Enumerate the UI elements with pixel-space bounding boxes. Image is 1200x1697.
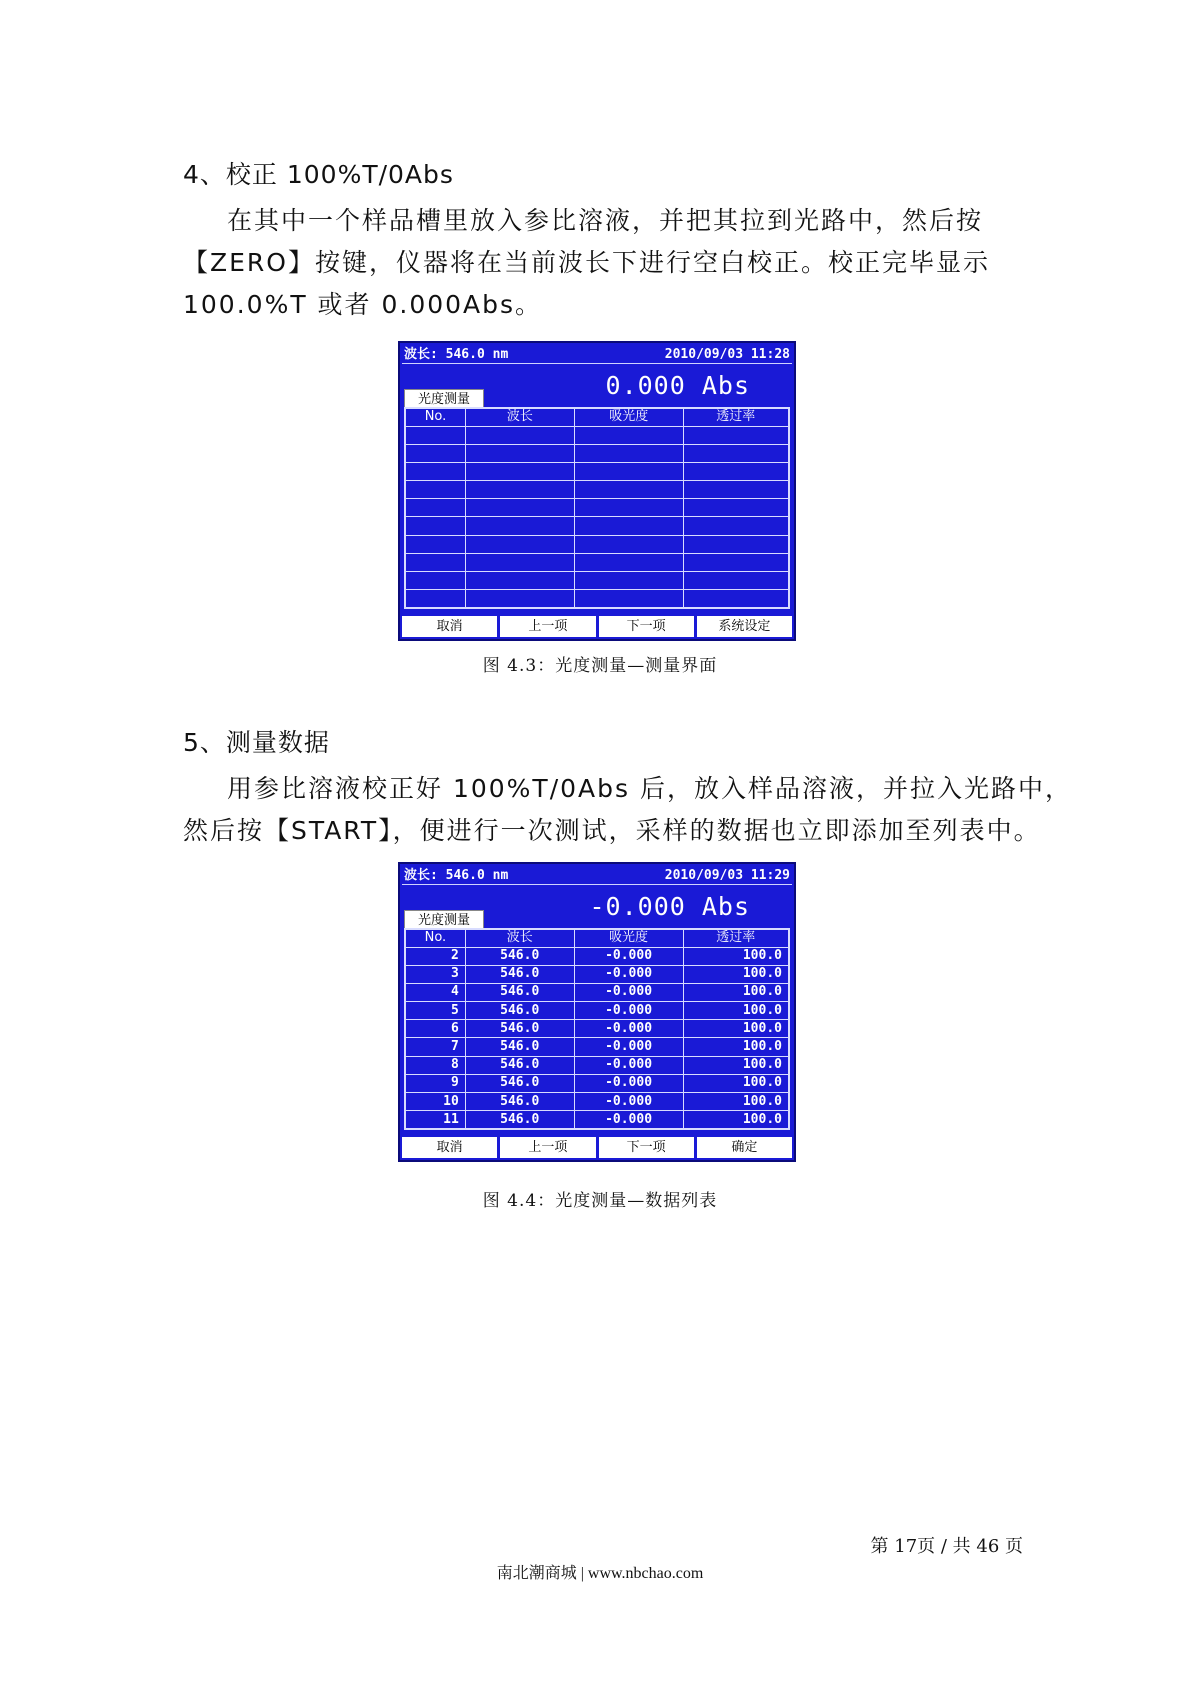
- wavelength-readout: 波长: 546.0 nm: [404, 347, 509, 362]
- table-cell: [683, 499, 789, 517]
- table-cell: 100.0: [683, 1038, 789, 1056]
- table-cell: 11: [405, 1111, 465, 1129]
- table-cell: [574, 499, 683, 517]
- table-cell: [405, 572, 466, 590]
- table-cell: [466, 572, 575, 590]
- softkey-button[interactable]: 下一项: [599, 616, 694, 637]
- table-cell: 546.0: [465, 1074, 574, 1092]
- table-cell: [405, 499, 466, 517]
- table-cell: [405, 553, 466, 571]
- table-row[interactable]: [405, 1111, 789, 1129]
- column-header: 吸光度: [574, 929, 683, 947]
- table-cell: [574, 481, 683, 499]
- softkey-button[interactable]: 上一项: [500, 616, 595, 637]
- table-cell: 100.0: [683, 947, 789, 965]
- table-row[interactable]: [405, 535, 789, 553]
- datetime-readout: 2010/09/03 11:28: [664, 347, 790, 362]
- table-cell: [466, 499, 575, 517]
- column-header: 透过率: [683, 408, 789, 426]
- table-cell: [683, 553, 789, 571]
- table-cell: [466, 462, 575, 480]
- absorbance-reading: 0.000 Abs: [605, 371, 750, 400]
- table-cell: 5: [405, 1002, 465, 1020]
- table-cell: 546.0: [465, 1038, 574, 1056]
- table-cell: [574, 426, 683, 444]
- table-cell: -0.000: [574, 947, 683, 965]
- table-cell: 100.0: [683, 1093, 789, 1111]
- table-cell: 546.0: [465, 965, 574, 983]
- table-row[interactable]: [405, 553, 789, 571]
- table-cell: 546.0: [465, 947, 574, 965]
- softkey-button[interactable]: 上一项: [500, 1137, 595, 1158]
- wavelength-readout: 波长: 546.0 nm: [404, 868, 509, 883]
- table-cell: 100.0: [683, 983, 789, 1001]
- paragraph-line: 100.0%T 或者 0.000Abs。: [183, 290, 543, 319]
- paragraph-line: 在其中一个样品槽里放入参比溶液，并把其拉到光路中，然后按: [227, 206, 984, 235]
- table-cell: 3: [405, 965, 465, 983]
- softkey-button[interactable]: 系统设定: [697, 616, 792, 637]
- softkey-bar: [402, 1137, 792, 1158]
- table-cell: 546.0: [465, 983, 574, 1001]
- table-header-row: [405, 408, 789, 426]
- table-cell: [683, 426, 789, 444]
- table-cell: 546.0: [465, 1002, 574, 1020]
- table-cell: [683, 572, 789, 590]
- softkey-button[interactable]: 下一项: [599, 1137, 694, 1158]
- table-cell: 100.0: [683, 1020, 789, 1038]
- table-row[interactable]: [405, 444, 789, 462]
- table-cell: 9: [405, 1074, 465, 1092]
- table-cell: 546.0: [465, 1056, 574, 1074]
- column-header: 波长: [466, 408, 575, 426]
- table-cell: [405, 481, 466, 499]
- instrument-screen-measure: [398, 341, 796, 641]
- table-cell: -0.000: [574, 1020, 683, 1038]
- table-row[interactable]: [405, 426, 789, 444]
- table-row[interactable]: [405, 590, 789, 608]
- table-cell: [466, 426, 575, 444]
- status-bar: [402, 867, 792, 885]
- softkey-bar: [402, 616, 792, 637]
- table-cell: -0.000: [574, 1074, 683, 1092]
- column-header: No.: [405, 408, 466, 426]
- table-cell: [574, 517, 683, 535]
- measurement-table: [404, 407, 790, 609]
- table-cell: [574, 535, 683, 553]
- datetime-readout: 2010/09/03 11:29: [664, 868, 790, 883]
- table-cell: 4: [405, 983, 465, 1001]
- table-row[interactable]: [405, 572, 789, 590]
- softkey-button[interactable]: 取消: [402, 616, 497, 637]
- table-row[interactable]: [405, 462, 789, 480]
- column-header: 波长: [465, 929, 574, 947]
- table-cell: [405, 535, 466, 553]
- paragraph-line: 用参比溶液校正好 100%T/0Abs 后，放入样品溶液，并拉入光路中，: [227, 774, 1072, 803]
- table-cell: [405, 462, 466, 480]
- table-cell: 100.0: [683, 1111, 789, 1129]
- table-cell: [466, 444, 575, 462]
- softkey-button[interactable]: 确定: [697, 1137, 792, 1158]
- status-bar: [402, 346, 792, 364]
- table-cell: 546.0: [465, 1093, 574, 1111]
- column-header: 透过率: [683, 929, 789, 947]
- softkey-button[interactable]: 取消: [402, 1137, 497, 1158]
- table-cell: [405, 517, 466, 535]
- section-5-heading: 5、测量数据: [183, 728, 330, 757]
- table-cell: -0.000: [574, 965, 683, 983]
- table-cell: 6: [405, 1020, 465, 1038]
- table-row[interactable]: [405, 481, 789, 499]
- column-header: No.: [405, 929, 465, 947]
- absorbance-reading: -0.000 Abs: [589, 892, 750, 921]
- table-cell: 546.0: [465, 1111, 574, 1129]
- table-cell: [683, 462, 789, 480]
- table-row[interactable]: [405, 965, 789, 983]
- table-cell: [405, 426, 466, 444]
- table-row[interactable]: [405, 1020, 789, 1038]
- table-cell: [466, 481, 575, 499]
- table-cell: [574, 553, 683, 571]
- page-number: 第 17页 / 共 46 页: [870, 1536, 1023, 1557]
- table-cell: [466, 535, 575, 553]
- table-row[interactable]: [405, 1002, 789, 1020]
- table-cell: [683, 535, 789, 553]
- table-cell: 100.0: [683, 1074, 789, 1092]
- table-row[interactable]: [405, 1093, 789, 1111]
- table-cell: -0.000: [574, 1038, 683, 1056]
- paragraph-line: 然后按【START】，便进行一次测试，采样的数据也立即添加至列表中。: [183, 816, 1041, 845]
- table-cell: -0.000: [574, 1056, 683, 1074]
- table-cell: 100.0: [683, 1002, 789, 1020]
- section-4-heading: 4、校正 100%T/0Abs: [183, 160, 454, 189]
- table-cell: [574, 572, 683, 590]
- figure-caption: 图 4.3：光度测量—测量界面: [482, 656, 718, 676]
- table-cell: [683, 590, 789, 608]
- table-cell: 8: [405, 1056, 465, 1074]
- site-footer: 南北潮商城 | www.nbchao.com: [496, 1565, 704, 1582]
- table-cell: -0.000: [574, 1002, 683, 1020]
- table-row[interactable]: [405, 499, 789, 517]
- table-cell: [683, 517, 789, 535]
- table-cell: [683, 481, 789, 499]
- table-cell: [683, 444, 789, 462]
- table-cell: [574, 444, 683, 462]
- paragraph-line: 【ZERO】按键，仪器将在当前波长下进行空白校正。校正完毕显示: [183, 248, 990, 277]
- mode-tab[interactable]: 光度测量: [404, 910, 484, 929]
- figure-caption: 图 4.4：光度测量—数据列表: [482, 1191, 718, 1211]
- table-cell: [466, 517, 575, 535]
- mode-tab[interactable]: 光度测量: [404, 389, 484, 408]
- table-cell: -0.000: [574, 983, 683, 1001]
- instrument-screen-data-list: [398, 862, 796, 1162]
- table-cell: [405, 444, 466, 462]
- table-row[interactable]: [405, 1074, 789, 1092]
- table-cell: [405, 590, 466, 608]
- table-cell: 2: [405, 947, 465, 965]
- table-cell: -0.000: [574, 1093, 683, 1111]
- table-row[interactable]: [405, 1056, 789, 1074]
- table-row[interactable]: [405, 983, 789, 1001]
- table-cell: 7: [405, 1038, 465, 1056]
- table-cell: -0.000: [574, 1111, 683, 1129]
- table-row[interactable]: [405, 947, 789, 965]
- section-5-paragraph: [183, 768, 1072, 852]
- table-cell: 100.0: [683, 965, 789, 983]
- table-cell: [574, 590, 683, 608]
- table-cell: [466, 553, 575, 571]
- table-cell: [466, 590, 575, 608]
- measurement-table: [404, 928, 790, 1130]
- table-cell: 546.0: [465, 1020, 574, 1038]
- table-cell: [574, 462, 683, 480]
- table-row[interactable]: [405, 1038, 789, 1056]
- table-row[interactable]: [405, 517, 789, 535]
- table-header-row: [405, 929, 789, 947]
- column-header: 吸光度: [574, 408, 683, 426]
- section-4-paragraph: [183, 200, 1023, 326]
- table-cell: 10: [405, 1093, 465, 1111]
- table-cell: 100.0: [683, 1056, 789, 1074]
